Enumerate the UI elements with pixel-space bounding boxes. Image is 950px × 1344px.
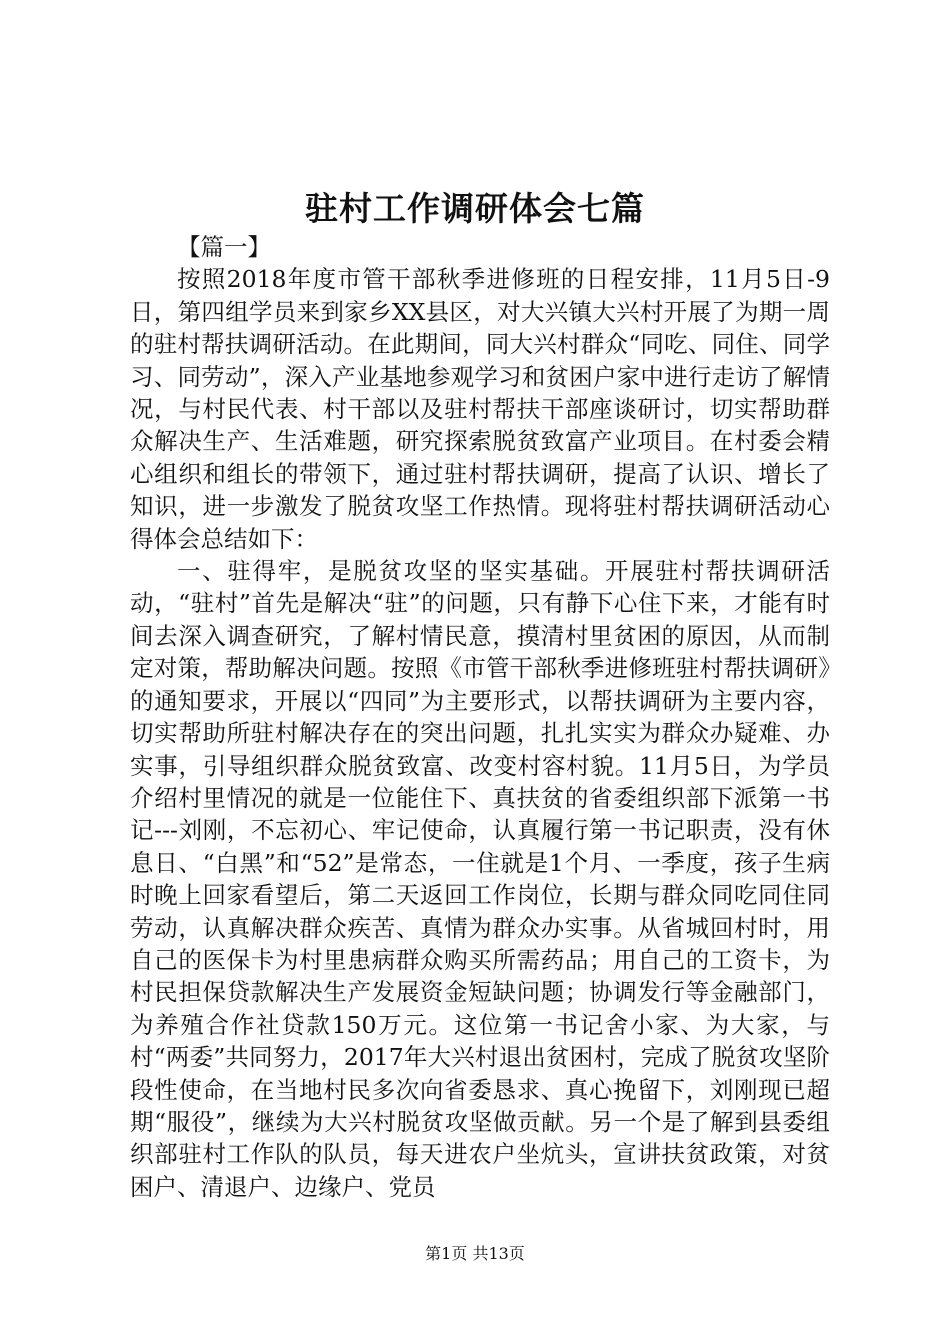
- paragraph-1: 按照2018年度市管干部秋季进修班的日程安排，11月5日-9日，第四组学员来到家乡XX县区，对大兴镇大兴村开展了为期一周的驻村帮扶调研活动。在此期间，同大兴村群众“同吃、同住、同学习、同劳动”，深入产业基地参观学习和贫困户家中进行走访了解情况，与村民代表、村干部以及驻村帮扶干部座谈研讨，切实帮助群众解决生产、生活难题，研究探索脱贫致富产业项目。在村委会精心组织和组长的带领下，通过驻村帮扶调研，提高了认识、增长了知识，进一步激发了脱贫攻坚工作热情。现将驻村帮扶调研活动心得体会总结如下：: [130, 265, 830, 553]
- section-heading: 【篇一】: [177, 233, 271, 261]
- document-title: 驻村工作调研体会七篇: [305, 189, 645, 228]
- page-number: 第1页 共13页: [425, 1244, 525, 1263]
- document-body: [130, 231, 830, 1203]
- paragraph-2: 一、驻得牢，是脱贫攻坚的坚实基础。开展驻村帮扶调研活动，“驻村”首先是解决“驻”的问题，只有静下心住下来，才能有时间去深入调查研究，了解村情民意，摸清村里贫困的原因，从而制定对策，帮助解决问题。按照《市管干部秋季进修班驻村帮扶调研》的通知要求，开展以“四同”为主要形式，以帮扶调研为主要内容，切实帮助所驻村解决存在的突出问题，扎扎实实为群众办疑难、办实事，引导组织群众脱贫致富、改变村容村貌。11月5日，为学员介绍村里情况的就是一位能住下、真扶贫的省委组织部下派第一书记---刘刚，不忘初心、牢记使命，认真履行第一书记职责，没有休息日、“白黑”和“52”是常态，一住就是1个月、一季度，孩子生病时晚上回家看望后，第二天返回工作岗位，长期与群众同吃同住同劳动，认真解决群众疾苦、真情为群众办实事。从省城回村时，用自己的医保卡为村里患病群众购买所需药品；用自己的工资卡，为村民担保贷款解决生产发展资金短缺问题；协调发行等金融部门，为养殖合作社贷款150万元。这位第一书记舍小家、为大家，与村“两委”共同努力，2017年大兴村退出贫困村，完成了脱贫攻坚阶段性使命，在当地村民多次向省委恳求、真心挽留下，刘刚现已超期“服役”，继续为大兴村脱贫攻坚做贡献。另一个是了解到县委组织部驻村工作队的队员，每天进农户坐炕头，宣讲扶贫政策，对贫困户、清退户、边缘户、党员: [130, 557, 830, 1201]
